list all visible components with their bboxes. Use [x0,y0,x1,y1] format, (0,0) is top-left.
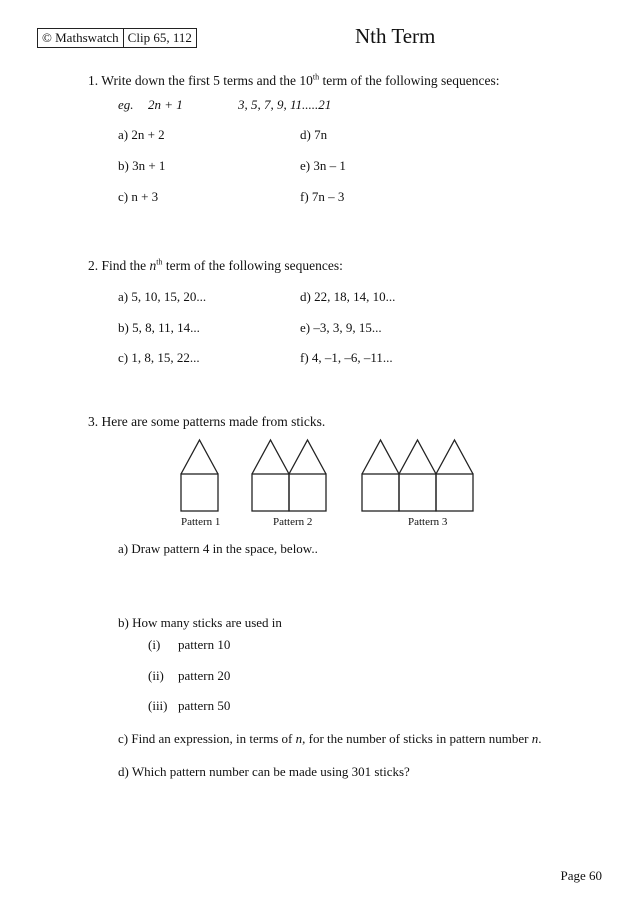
square-sticks [252,474,289,511]
roof-sticks [252,440,289,474]
q3-sub-number: (i) [148,637,161,652]
q1-item: e) 3n – 1 [300,158,346,173]
q2-item: b) 5, 8, 11, 14... [118,320,200,335]
q3-sub-text: pattern 20 [178,668,231,683]
roof-sticks [399,440,436,474]
pattern-2 [252,440,326,511]
q3-part-d: d) Which pattern number can be made using 301 sticks? [118,764,410,779]
page-title: Nth Term [355,24,436,48]
q3-prompt: 3. Here are some patterns made from sticks. [88,414,326,429]
q1-item: c) n + 3 [118,189,159,204]
square-sticks [436,474,473,511]
q3-sub-text: pattern 10 [178,637,231,652]
q2-prompt: 2. Find the $n^{th}$ term of the following sequences: [88,257,343,273]
q1-example-label: eg. [118,97,134,112]
q1-item: f) 7n – 3 [300,189,345,204]
pattern-3-label: Pattern 3 [408,516,448,528]
q2-item: a) 5, 10, 15, 20... [118,289,207,304]
q2-item: d) 22, 18, 14, 10... [300,289,396,304]
clip-label: Clip 65, 112 [123,29,196,47]
q1-item: b) 3n + 1 [118,158,166,173]
q3-part-b: b) How many sticks are used in [118,615,282,630]
q1-item: a) 2n + 2 [118,127,165,142]
pattern-2-label: Pattern 2 [273,516,313,528]
square-sticks [399,474,436,511]
q1-example-expression: 2n + 1 [148,97,183,112]
q3-part-a: a) Draw pattern 4 in the space, below.. [118,541,318,556]
roof-sticks [181,440,218,474]
pattern-3 [362,440,473,511]
square-sticks [181,474,218,511]
pattern-1-label: Pattern 1 [181,516,221,528]
q2-item: f) 4, –1, –6, –11... [300,350,393,365]
roof-sticks [436,440,473,474]
q3-sub-text: pattern 50 [178,698,231,713]
q1-item: d) 7n [300,127,328,142]
pattern-1 [181,440,218,511]
q1-prompt: 1. Write down the first 5 terms and the 10th term of the following sequences: [88,72,500,88]
q2-item: c) 1, 8, 15, 22... [118,350,200,365]
roof-sticks [362,440,399,474]
page-number: Page 60 [560,868,602,883]
stick-patterns-figure [178,436,478,528]
q3-part-c: c) Find an expression, in terms of n, for the number of sticks in pattern number n. [118,731,542,746]
roof-sticks [289,440,326,474]
q2-item: e) –3, 3, 9, 15... [300,320,382,335]
q3-sub-number: (iii) [148,698,168,713]
square-sticks [289,474,326,511]
clip-reference-box [37,28,197,48]
copyright-label: © Mathswatch [42,30,119,45]
q3-sub-number: (ii) [148,668,164,683]
square-sticks [362,474,399,511]
q1-example-terms: 3, 5, 7, 9, 11.....21 [238,97,332,112]
